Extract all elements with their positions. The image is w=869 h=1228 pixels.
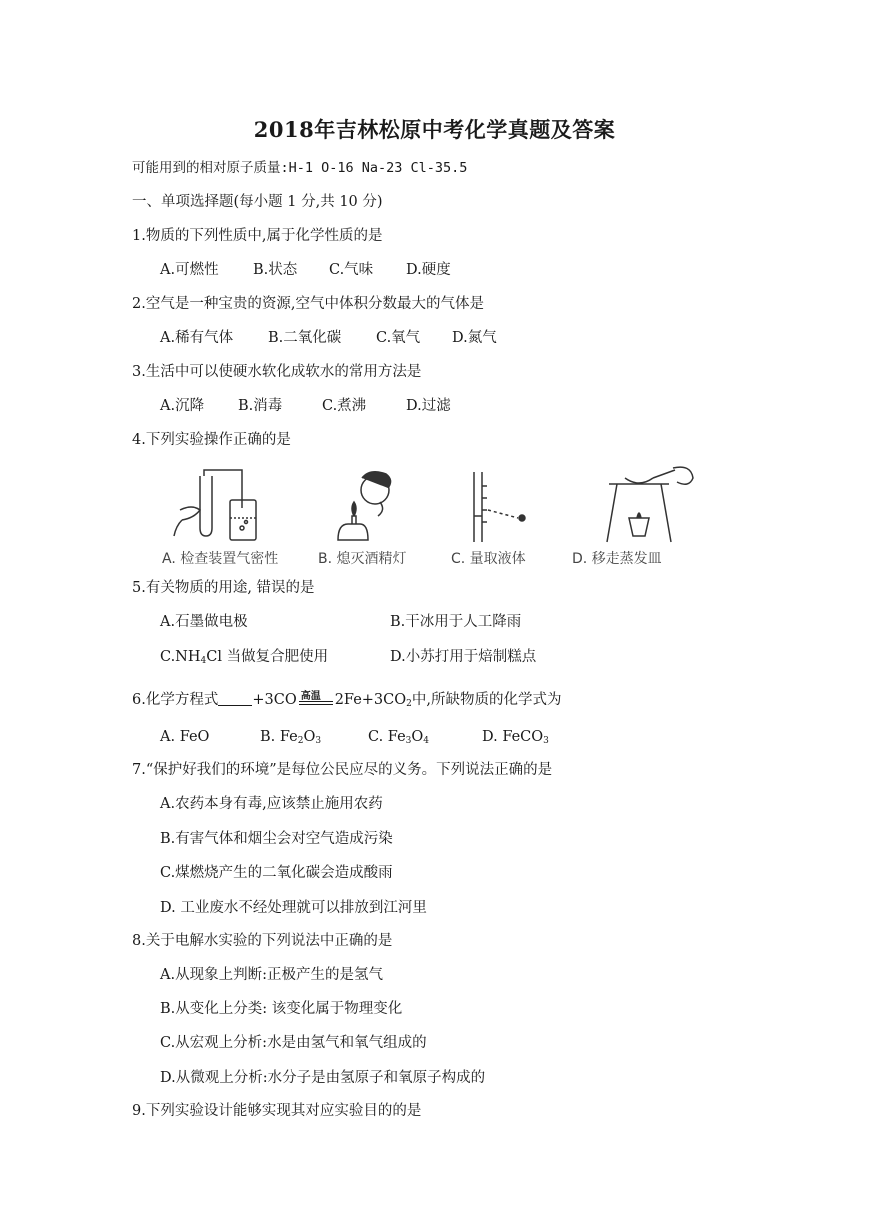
q7-option-c: C.煤燃烧产生的二氧化碳会造成酸雨 (160, 865, 393, 881)
q6-option-d: D. FeCO$_3$ (482, 729, 549, 746)
q5-option-c: $C.NH_4Cl$ 当做复合肥使用 (160, 649, 329, 666)
figure-caption-c: C. 量取液体 (451, 551, 526, 567)
q3-option-a: A.沉降 (160, 398, 205, 414)
q2-option-d: D.氮气 (452, 330, 497, 346)
q3-option-d: D.过滤 (406, 398, 451, 414)
q7-option-b: B.有害气体和烟尘会对空气造成污染 (160, 831, 393, 847)
figure-caption-a: A. 检查装置气密性 (162, 551, 279, 567)
q8-option-d: D.从微观上分析:水分子是由氢原子和氧原子构成的 (160, 1070, 486, 1086)
question-1: 1.物质的下列性质中,属于化学性质的是 (132, 228, 383, 244)
q1-option-b: B.状态 (253, 262, 298, 278)
q7-option-a: A.农药本身有毒,应该禁止施用农药 (160, 796, 383, 812)
q3-option-b: B.消毒 (238, 398, 283, 414)
figure-caption-d: D. 移走蒸发皿 (572, 551, 662, 567)
evaporating-dish-figure (595, 466, 705, 546)
q1-option-c: C.气味 (329, 262, 374, 278)
q5-option-d: D.小苏打用于焙制糕点 (390, 649, 537, 665)
figure-caption-b: B. 熄灭酒精灯 (318, 551, 407, 567)
question-7: 7.“保护好我们的环境”是每位公民应尽的义务。下列说法正确的是 (132, 762, 553, 778)
q2-option-a: A.稀有气体 (160, 330, 234, 346)
question-3: 3.生活中可以使硬水软化成软水的常用方法是 (132, 364, 422, 380)
q6-option-a: A. FeO (160, 729, 210, 745)
question-6: 6.化学方程式 +3CO 高温 $2Fe+3CO_2$中,所缺物质的化学式为 (132, 691, 562, 709)
question-5: 5.有关物质的用途, 错误的是 (132, 580, 315, 596)
q1-option-a: A.可燃性 (160, 262, 219, 278)
apparatus-airtightness-figure (170, 466, 290, 546)
reaction-condition: 高温 (297, 690, 335, 710)
q2-option-c: C.氧气 (376, 330, 421, 346)
q8-option-c: C.从宏观上分析:水是由氢气和氧气组成的 (160, 1035, 427, 1051)
question-9: 9.下列实验设计能够实现其对应实验目的的是 (132, 1103, 422, 1119)
question-8: 8.关于电解水实验的下列说法中正确的是 (132, 933, 393, 949)
q3-option-c: C.煮沸 (322, 398, 367, 414)
q5-option-b: B.干冰用于人工降雨 (390, 614, 522, 630)
q5-option-a: A.石墨做电极 (160, 614, 248, 630)
q8-option-a: A.从现象上判断:正极产生的是氢气 (160, 967, 383, 983)
page-title: 2018年吉林松原中考化学真题及答案 (253, 117, 616, 142)
section-heading: 一、单项选择题(每小题 1 分,共 10 分) (132, 194, 383, 210)
q6-option-c: C. $Fe_3O_4$ (368, 729, 430, 746)
alcohol-lamp-figure (320, 466, 430, 546)
answer-blank (218, 691, 252, 706)
measuring-cylinder-figure (460, 466, 570, 546)
question-4: 4.下列实验操作正确的是 (132, 432, 291, 448)
atomic-masses: 可能用到的相对原子质量:H-1 O-16 Na-23 Cl-35.5 (132, 160, 468, 176)
q6-option-b: B. $Fe_2O_3$ (260, 729, 322, 746)
question-2: 2.空气是一种宝贵的资源,空气中体积分数最大的气体是 (132, 296, 484, 312)
q8-option-b: B.从变化上分类: 该变化属于物理变化 (160, 1001, 403, 1017)
q2-option-b: B.二氧化碳 (268, 330, 342, 346)
q1-option-d: D.硬度 (406, 262, 451, 278)
q7-option-d: D. 工业废水不经处理就可以排放到江河里 (160, 900, 427, 916)
